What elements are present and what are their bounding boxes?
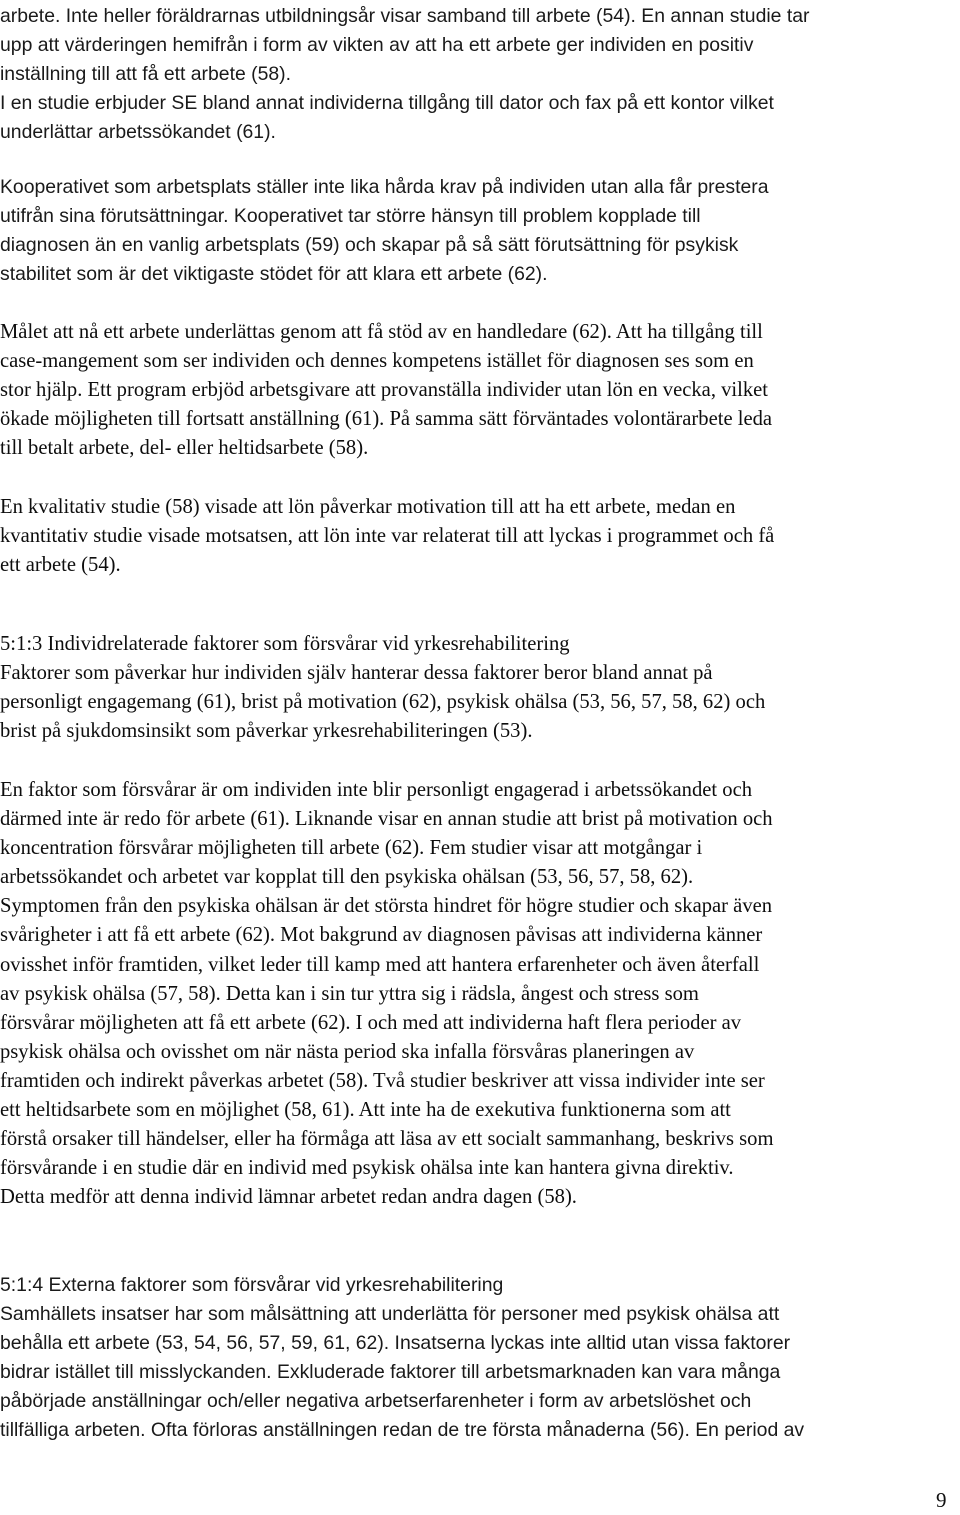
paragraph-se-office-access: I en studie erbjuder SE bland annat individerna tillgång till dator och fax på ett kontor vilket underlättar arbetssökandet (61). bbox=[0, 92, 774, 144]
paragraph-cooperative-workplace: Kooperativet som arbetsplats ställer inte lika hårda krav på individen utan alla får prestera utifrån sina förutsättningar. Kooperativet tar större hänsyn till problem kopplade till diagnosen än en vanlig arbetsplats (59) och skapar på så sätt förutsättning för psykisk stabilitet som är det viktigaste stödet för att klara ett arbete (62). bbox=[0, 176, 769, 286]
section-individual-factors: 5:1:3 Individrelaterade faktorer som försvårar vid yrkesrehabilitering Faktorer som påverkar hur individen själv hanterar dessa faktorer beror bland annat på personligt engagemang (61), brist på motivation (62), psykisk ohälsa (53, 56, 57, 58, 62) och brist på sjukdomsinsikt som påverkar yrkesrehabiliteringen (53). bbox=[0, 633, 766, 743]
page-number: 9 bbox=[936, 1488, 947, 1512]
paragraph-individual-obstacles: En faktor som försvårar är om individen inte blir personligt engagerad i arbetssökandet och därmed inte är redo för arbete (61). Liknande visar en annan studie att brist på motivation och koncentration försvårar möjligheten till arbete (62). Fem studier visar att motgångar i arbetssökandet och arbetet var kopplat till den psykiska ohälsan (53, 56, 57, 58, 62). Symptomen från den psykiska ohälsan är det största hindret för högre studier och skapar även svårigheter i att få ett arbete (62). Mot bakgrund av diagnosen påvisas att individerna känner ovisshet inför framtiden, vilket leder till kamp med att hantera erfarenheter och även återfall av psykisk ohälsa (57, 58). Detta kan i sin tur yttra sig i rädsla, ångest och stress som försvårar möjligheten att få ett arbete (62). I och med att individerna haft flera perioder av psykisk ohälsa och ovisshet om när nästa period ska infalla försvåras planeringen av framtiden och indirekt påverkas arbetet (58). Två studier beskriver att vissa individer inte ser ett heltidsarbete som en möjlighet (58, 61). Att inte ha de exekutiva funktionerna som att förstå orsaker till händelser, eller ha förmåga att läsa av ett socialt sammanhang, beskrivs som försvårande i en studie där en individ med psykisk ohälsa inte kan hantera givna direktiv. Detta medför att denna individ lämnar arbetet redan andra dagen (58). bbox=[0, 779, 774, 1209]
paragraph-salary-motivation: En kvalitativ studie (58) visade att lön påverkar motivation till att ha ett arbete, medan en kvantitativ studie visade motsatsen, att lön inte var relaterat till att lyckas i programmet och få ett arbete (54). bbox=[0, 496, 775, 577]
section-external-factors: 5:1:4 Externa faktorer som försvårar vid yrkesrehabilitering Samhällets insatser har som målsättning att underlätta för personer med psykisk ohälsa att behålla ett arbete (53, 54, 56, 57, 59, 61, 62). Insatserna lyckas inte alltid utan vissa faktorer bidrar istället till misslyckanden. Exkluderade faktorer till arbetsmarknaden kan vara många påbörjade anställningar och/eller negativa arbetserfarenheter i form av arbetslöshet och tillfälliga arbeten. Ofta förloras anställningen redan de tre första månaderna (56). En period av bbox=[0, 1274, 805, 1442]
paragraph-supervisor-support: Målet att nå ett arbete underlättas genom att få stöd av en handledare (62). Att ha tillgång till case-mangement som ser individen och dennes kompetens istället för diagnosen ses som en stor hjälp. Ett program erbjöd arbetsgivare att provanställa individer utan lön en vecka, vilket ökade möjligheten till fortsatt anställning (61). På samma sätt förväntades volontärarbete leda till betalt arbete, del- eller heltidsarbete (58). bbox=[0, 321, 773, 460]
paragraph-family-values: arbete. Inte heller föräldrarnas utbildningsår visar samband till arbete (54). En annan studie tar upp att värderingen hemifrån i form av vikten av att ha ett arbete ger individen en positiv inställning till att få ett arbete (58). bbox=[0, 5, 810, 86]
